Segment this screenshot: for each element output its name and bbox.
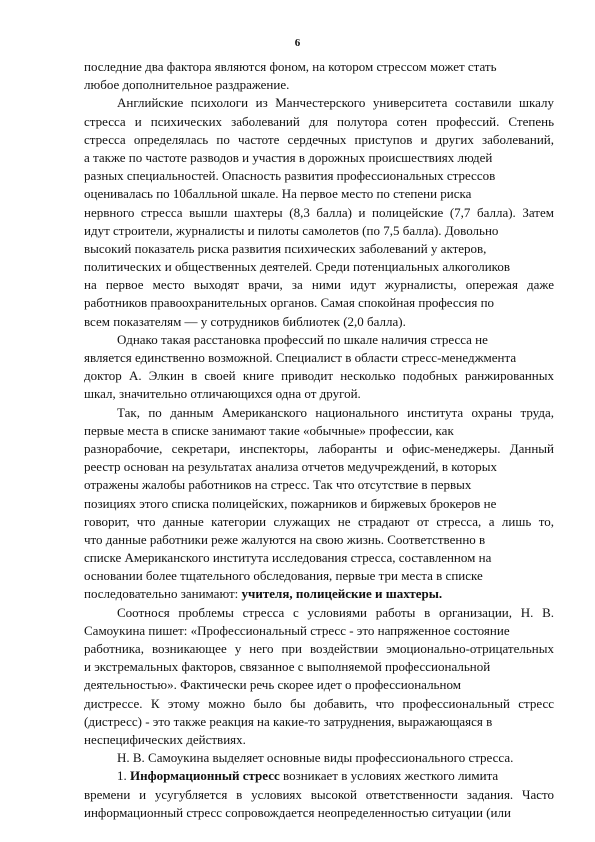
text-line [84,786,554,804]
line-text: Так, по данным Американского национального института охраны труда, [117,404,554,420]
text-line [84,585,554,603]
line-text: неспецифических действиях. [84,731,246,747]
line-text: оценивалась по 10балльной шкале. На первое место по степени риска [84,186,472,202]
text-line [84,331,554,349]
text-line [84,695,554,713]
line-text: последние два фактора являются фоном, на котором стрессом может стать [84,59,497,74]
line-text: отражены жалобы работников на стресс. Так что отсутствие в первых [84,477,472,493]
text-line [84,258,554,276]
text-line [84,294,554,312]
text-line [84,713,554,731]
line-text: позициях этого списка полицейских, пожарников и биржевых брокеров не [84,495,497,511]
line-text: Однако такая расстановка профессий по шкале наличия стресса не [117,331,488,347]
text-line [84,440,554,458]
line-text: стресса определялась по частоте сердечных приступов и других заболеваний, [84,131,554,147]
line-text: является единственно возможной. Специалист в области стресс-менеджмента [84,350,517,365]
text-line [84,149,554,167]
text-line [84,204,554,222]
line-text: (дистресс) - это также реакция на какие-то затруднения, выражающаяся в [84,713,493,729]
text-line [84,676,554,694]
line-text: списке Американского института исследования стресса, составленном на [84,550,492,566]
line-text: нервного стресса вышли шахтеры (8,3 балла) и полицейские (7,7 балла). Затем [84,204,554,220]
text-line [84,658,554,676]
text-line [84,167,554,185]
text-line [84,276,554,294]
line-text: дистрессе. К этому можно было бы добавить, что профессиональный стресс [84,695,554,711]
text-line [84,185,554,203]
line-text: а также по частоте разводов и участия в дорожных происшествиях людей [84,149,493,165]
bold-phrase: Информационный стресс [130,768,280,784]
text-line [84,349,554,367]
line-text: что данные работники реже жалуются на свою жизнь. Соответственно в [84,531,486,547]
line-text: времени и усугубляется в условиях высокой ответственности задания. Часто [84,786,554,802]
text-line [84,513,554,531]
line-text: доктор А. Элкин в своей книге приводит несколько подобных ранжированных [84,368,554,384]
text-line [84,531,554,549]
text-line [84,604,554,622]
line-text: идут строители, журналисты и пилоты самолетов (по 7,5 балла). Довольно [84,222,499,238]
line-text: 1. [117,768,130,784]
line-text: говорит, что данные категории служащих не страдают от стресса, а лишь то, [84,513,554,529]
text-line [84,58,554,76]
line-text: Английские психологи из Манчестерского университета составили шкалу [117,95,554,111]
text-line [84,622,554,640]
text-line [84,422,554,440]
text-line [84,495,554,513]
line-text: любое дополнительное раздражение. [84,77,290,93]
line-text: возникает в условиях жесткого лимита [279,768,499,784]
page-number: 6 [294,37,301,49]
line-text: основании более тщательного обследования, первые три места в списке [84,568,483,584]
line-text: Самоукина пишет: «Профессиональный стресс - это напряженное состояние [84,622,510,638]
text-line [84,313,554,331]
line-text: работников правоохранительных органов. Самая спокойная профессия по [84,295,495,311]
text-line [84,804,554,822]
text-line [84,404,554,422]
line-text: первые места в списке занимают такие «обычные» профессии, как [84,422,454,438]
line-text: деятельностью». Фактически речь скорее идет о профессиональном [84,677,461,693]
line-text: политических и общественных деятелей. Среди потенциальных алкоголиков [84,259,510,275]
text-line [84,131,554,149]
text-line [84,640,554,658]
text-line [84,76,554,94]
line-text: шкал, значительно отличающихся одна от другой. [84,386,361,402]
line-text: всем показателям — у сотрудников библиотек (2,0 балла). [84,313,406,329]
line-text: информационный стресс сопровождается неопределенностью ситуации (или [84,804,511,820]
text-line [84,458,554,476]
line-text: стресса и психических заболеваний для полутора сотен профессий. Степень [84,113,554,129]
line-text: последовательно занимают: [84,586,242,602]
text-line [84,567,554,585]
line-text: Н. В. Самоукина выделяет основные виды профессионального стресса. [117,750,514,766]
text-line [84,222,554,240]
line-text: на первое место выходят врачи, за ними идут журналисты, опережая даже [84,277,554,293]
line-text: высокий показатель риска развития психических заболеваний у актеров, [84,240,487,256]
text-line [84,367,554,385]
line-text: и экстремальных факторов, связанное с выполняемой профессиональной [84,659,491,675]
text-line [84,549,554,567]
text-line [84,767,554,785]
text-line [84,240,554,258]
text-line [84,731,554,749]
text-line [84,476,554,494]
line-text: реестр основан на результатах анализа отчетов медучреждений, в которых [84,459,497,475]
text-line [84,94,554,112]
bold-phrase: учителя, полицейские и шахтеры. [241,586,443,602]
line-text: разных специальностей. Опасность развития профессиональных стрессов [84,168,496,184]
body-text [84,58,554,822]
line-text: работника, возникающее у него при воздействии эмоционально-отрицательных [84,641,554,656]
text-line [84,385,554,403]
line-text: разнорабочие, секретари, инспекторы, лаборанты и офис-менеджеры. Данный [84,440,554,456]
line-text: Соотнося проблемы стресса с условиями работы в организации, Н. В. [117,604,554,620]
text-line [84,749,554,767]
text-line [84,113,554,131]
